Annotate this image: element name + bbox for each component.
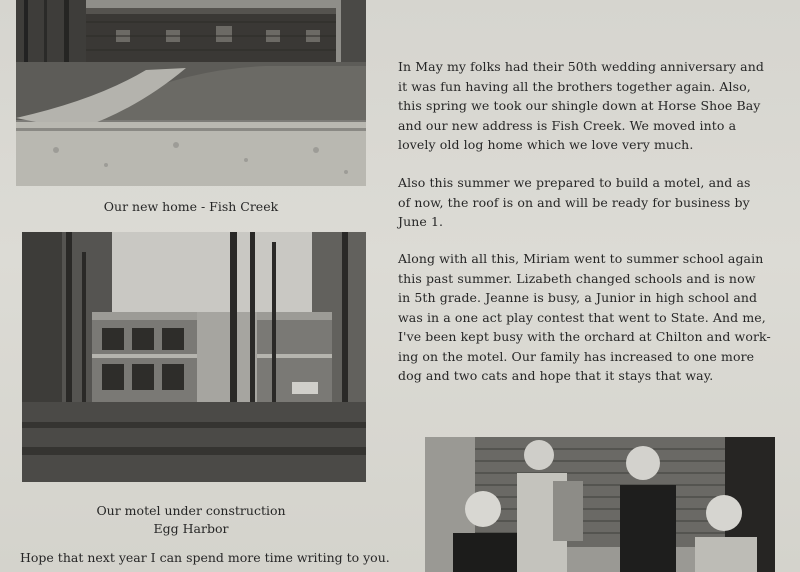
text-line: was in a one act play contest that went to State. And me, [398,309,766,325]
text-line: it was fun having all the brothers together again. Also, [398,78,751,94]
text-line: in 5th grade. Jeanne is busy, a Junior in high school and [398,290,758,305]
letter-paragraph-2 [398,173,776,232]
text-line: June 1. [398,214,444,229]
text-line: In May my folks had their 50th wedding anniversary and [398,59,764,74]
family-group-photo [425,437,775,572]
letter-paragraph-1 [398,57,776,155]
text-line: this spring we took our shingle down at Horse Shoe Bay [398,98,761,113]
home-caption-text: Our new home - Fish Creek [103,199,279,214]
text-line: and our new address is Fish Creek. We moved into a [398,117,737,133]
text-line: I've been kept busy with the orchard at Chilton and work- [398,329,771,344]
text-line: lovely old log home which we love very much. [398,137,694,152]
text-line: Also this summer we prepared to build a motel, and as [398,175,751,190]
text-line: ing on the motel. Our family has increased to one more [398,348,755,364]
text-line: dog and two cats and hope that it stays that way. [398,368,714,383]
motel-photo-caption [16,502,366,538]
motel-caption-line1: Our motel under construction [96,503,286,518]
letter-paragraph-3 [398,249,776,386]
text-line: of now, the roof is on and will be ready for business by [398,194,750,210]
text-line: Along with all this, Miriam went to summer school again [398,251,764,266]
log-home-photo [16,0,366,186]
motel-construction-photo [22,232,366,482]
home-photo-caption [16,198,366,216]
motel-caption-line2: Egg Harbor [153,521,229,536]
text-line: this past summer. Lizabeth changed schools and is now [398,270,756,286]
closing-line: Hope that next year I can spend more time writing to you. [20,550,390,565]
